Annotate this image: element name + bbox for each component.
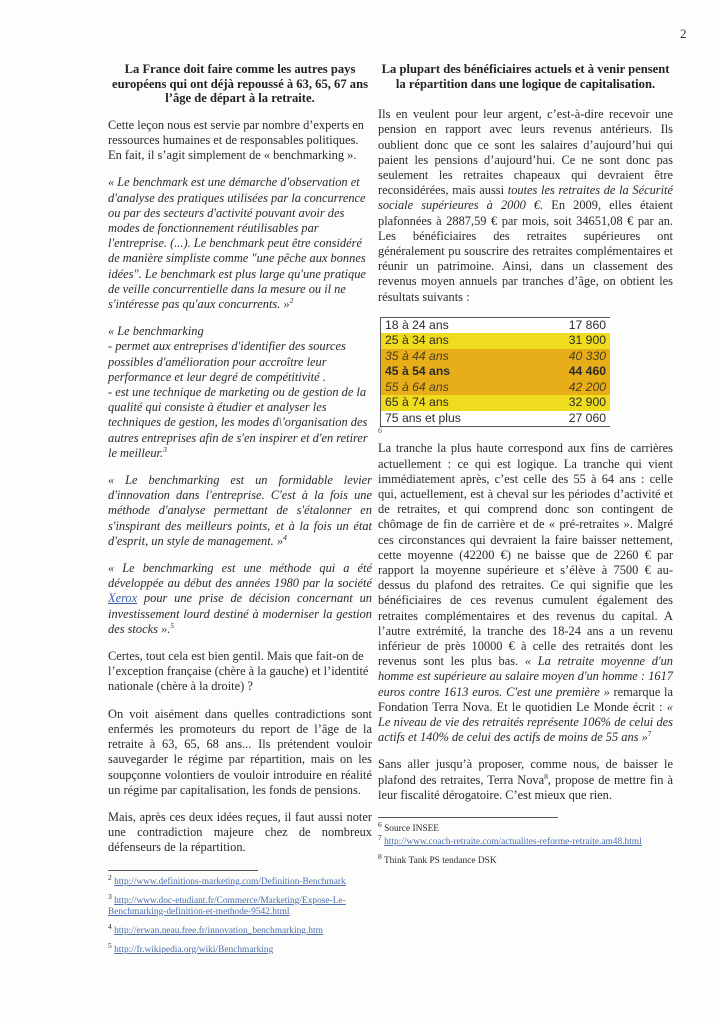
footnote-link[interactable]: http://erwan.neau.free.fr/innovation_benchmarking.htm	[114, 925, 323, 936]
age-cell: 35 à 44 ans	[385, 348, 449, 363]
footnote-number: 6	[378, 819, 382, 829]
quote-le-monde: « Le niveau de vie des retraités représente 106% de celui des actifs et 140% de celui des actifs de moins de 55 ans »	[378, 699, 673, 745]
age-cell: 75 ans et plus	[385, 410, 461, 425]
quote-benchmarking-list	[108, 324, 372, 461]
left-heading: La France doit faire comme les autres pays européens qui ont déjà repoussé à 63, 65, 67 ans l’âge de départ à la retraite.	[112, 62, 368, 106]
footnote-ref[interactable]: 3	[163, 444, 167, 454]
income-cell: 27 060	[568, 410, 606, 425]
left-column	[108, 62, 372, 964]
table-row	[381, 364, 611, 380]
footnote-link[interactable]: http://www.doc-etudiant.fr/Commerce/Marketing/Expose-Le-Benchmarking-definition-et-methode-9542.html	[108, 895, 346, 917]
footnote-4	[108, 921, 372, 937]
income-cell: 42 200	[568, 379, 606, 394]
paragraph-argent	[378, 107, 673, 305]
age-cell: 45 à 54 ans	[385, 364, 451, 379]
paragraph-mais: Mais, après ces deux idées reçues, il faut aussi noter une contradiction majeure chez de nombreux défenseurs de la répartition.	[108, 809, 372, 855]
footnote-link[interactable]: http://www.coach-retraite.com/actualites-reforme-retraite.am48.html	[384, 837, 642, 847]
intro-paragraph: Cette leçon nous est servie par nombre d’experts en ressources humaines et de responsables politiques. En fait, il s’agit simplement de « benchmarking ».	[108, 117, 364, 163]
right-column	[378, 62, 673, 875]
income-cell: 40 330	[568, 348, 606, 363]
footnote-ref[interactable]: 8	[544, 771, 548, 781]
quote-text: pour une prise de décision concernant un investissement lourd destiné à moderniser la gestion des stocks ».	[108, 591, 372, 636]
footnote-link[interactable]: http://fr.wikipedia.org/wiki/Benchmarking	[114, 944, 274, 955]
age-cell: 55 à 64 ans	[385, 379, 449, 394]
paragraph-text: , propose de mettre fin à leur fiscalité dérogatoire. C’est mieux que rien.	[378, 772, 674, 802]
footnote-number: 2	[108, 872, 112, 882]
table-row	[381, 380, 611, 396]
quote-text: « Le benchmark est une démarche d'observation et d'analyse des pratiques utilisées par la concurrence ou par des secteurs d'activité pouvant avoir des modes de fonctionnement réutilisables par l'entreprise. (...). Le benchmark peut être considéré de manière simpliste comme "une pêche aux bonnes idées". Le benchmark est plus large qu'une pratique de veille concurrentielle dans la mesure ou il ne s'intéresse pas qu'aux concurrents. »	[108, 175, 366, 312]
quote-text: « Le benchmarking est un formidable levier d'innovation dans l'entreprise. C'est à la fois une méthode d'analyse permettant de s'étalonner en s'inspirant des meilleurs points, et à la fois un état d'esprit, un style de management. »	[108, 473, 372, 548]
right-heading: La plupart des bénéficiaires actuels et à venir pensent la répartition dans une logique de capitalisation.	[381, 62, 670, 91]
quote-title: « Le benchmarking	[108, 324, 204, 339]
xerox-link[interactable]: Xerox	[108, 591, 138, 606]
table-footnote-ref[interactable]: 6	[378, 426, 382, 436]
footnote-number: 8	[378, 851, 382, 861]
emphasis-text: toutes les retraites de la Sécurité sociale supérieures à 2000 €.	[378, 183, 674, 213]
quote-text: « Le benchmarking est une méthode qui a été développée au début des années 1980 par la société	[108, 561, 372, 591]
footnote-ref[interactable]: 5	[170, 620, 175, 630]
table-row	[381, 333, 611, 349]
paragraph-contradictions: On voit aisément dans quelles contradictions sont enfermés les promoteurs du report de l’âge de la retraite à 63, 65, 68 ans... Ils prétendent vouloir sauvegarder le régime par répartition, mais on les soupçonne volontiers de vouloir introduire en réalité un régime par capitalisation, les fonds de pensions.	[108, 706, 372, 797]
footnote-number: 4	[108, 921, 112, 931]
quote-list-item: - est une technique de marketing ou de gestion de la qualité qui consiste à étudier et analyser les techniques de gestion, les modes d\'organisation des autres entreprises afin de s'en inspirer et d'en retirer le meilleur.	[108, 385, 368, 460]
footnote-ref[interactable]: 2	[289, 295, 294, 305]
quote-xerox	[108, 561, 372, 637]
income-cell: 44 460	[568, 364, 606, 379]
quote-list-item: - permet aux entreprises d'identifier des sources possibles d'amélioration pour accroître leur performance et leur degré de compétitivité .	[108, 339, 346, 384]
quote-terra-nova: « La retraite moyenne d'un homme est supérieure au salaire moyen d'un homme : 1617 euros contre 1613 euros. C'est une première »	[378, 654, 673, 699]
footnote-divider	[108, 870, 258, 871]
quote-benchmark-definition	[108, 175, 372, 312]
table-row	[381, 349, 611, 365]
age-cell: 25 à 34 ans	[385, 333, 449, 348]
income-cell: 32 900	[568, 395, 606, 410]
footnote-number: 5	[108, 940, 112, 950]
age-cell: 65 à 74 ans	[385, 395, 449, 410]
footnote-7	[378, 832, 673, 848]
income-cell: 31 900	[568, 333, 606, 348]
footnote-2	[108, 872, 372, 888]
income-by-age-table	[380, 317, 610, 428]
paragraph-tranche	[378, 441, 673, 745]
footnote-text: Think Tank PS tendance DSK	[383, 856, 497, 866]
paragraph-text: En 2009, elles étaient plafonnées à 2887,59 € par mois, soit 34651,08 € par an. Les bénéficiaires des retraites supérieures ont généralement pu souscrire des retraites complémentaires et réunir un patrimoine. Ainsi, dans un classement des revenus moyen annuels par tranches d’âge, on obtient les résultats suivants :	[378, 198, 673, 304]
paragraph-text: remarque la Fondation Terra Nova. Et le quotidien Le Monde écrit :	[378, 684, 673, 714]
paragraph-text: Sans aller jusqu’à proposer, comme nous, de baisser le plafond des retraites, Terra Nova	[378, 757, 673, 787]
footnote-link[interactable]: http://www.definitions-marketing.com/Definition-Benchmark	[114, 876, 346, 887]
footnote-number: 3	[108, 891, 112, 901]
footnote-ref[interactable]: 7	[647, 729, 652, 739]
footnote-divider	[378, 817, 558, 818]
age-cell: 18 à 24 ans	[385, 317, 449, 332]
footnote-number: 7	[378, 832, 382, 842]
paragraph-text: Ils en veulent pour leur argent, c’est-à-dire recevoir une pension en rapport avec leurs revenus antérieurs. Ils oublient donc que ce sont les salaires d’aujourd’hui qui paient les pensions d’aujourd’hui. Ce ne sont donc pas seulement les retraites chapeaux qui devraient être reconsidérées, mais aussi	[378, 107, 673, 198]
paragraph-sans-aller	[378, 757, 673, 803]
quote-innovation	[108, 473, 372, 549]
table-row	[381, 317, 611, 333]
footnote-8	[378, 851, 673, 867]
table-row	[381, 395, 611, 411]
page-number: 2	[680, 26, 687, 41]
footnote-6	[378, 819, 673, 835]
paragraph-text: La tranche la plus haute correspond aux fins de carrières actuellement : ce qui est logique. La tranche qui vient immédiatement après, c’est celle des 55 à 64 ans : celle qui, actuellement, est à cheval sur les périodes d’activité et de retraites, et qui comprend donc son contingent de chômage de fin de carrière et de « pré-retraites ». Malgré ces circonstances qui devraient la faire baisser nettement, cette moyenne (42200 €) ne baisse que de 2260 € par rapport la moyenne supérieure et s’élève à 7500 € au-dessus du plafond des retraites. Ce qui signifie que les bénéficiaires de ces revenus cumulent également des retraites complémentaires et des revenus du capital. A l’autre extrémité, la tranche des 18-24 ans a un revenu inférieur de près 10000 € à celle des retraités dont les revenus sont les plus bas.	[378, 441, 673, 669]
footnote-5	[108, 940, 372, 956]
paragraph-certes: Certes, tout cela est bien gentil. Mais que fait-on de l’exception française (chère à la gauche) et l’identité nationale (chère à la droite) ?	[108, 649, 369, 694]
table-row	[381, 411, 611, 427]
footnote-3	[108, 891, 372, 918]
footnote-text: Source INSEE	[384, 824, 440, 834]
footnote-ref[interactable]: 4	[283, 532, 287, 542]
income-cell: 17 860	[568, 317, 606, 332]
